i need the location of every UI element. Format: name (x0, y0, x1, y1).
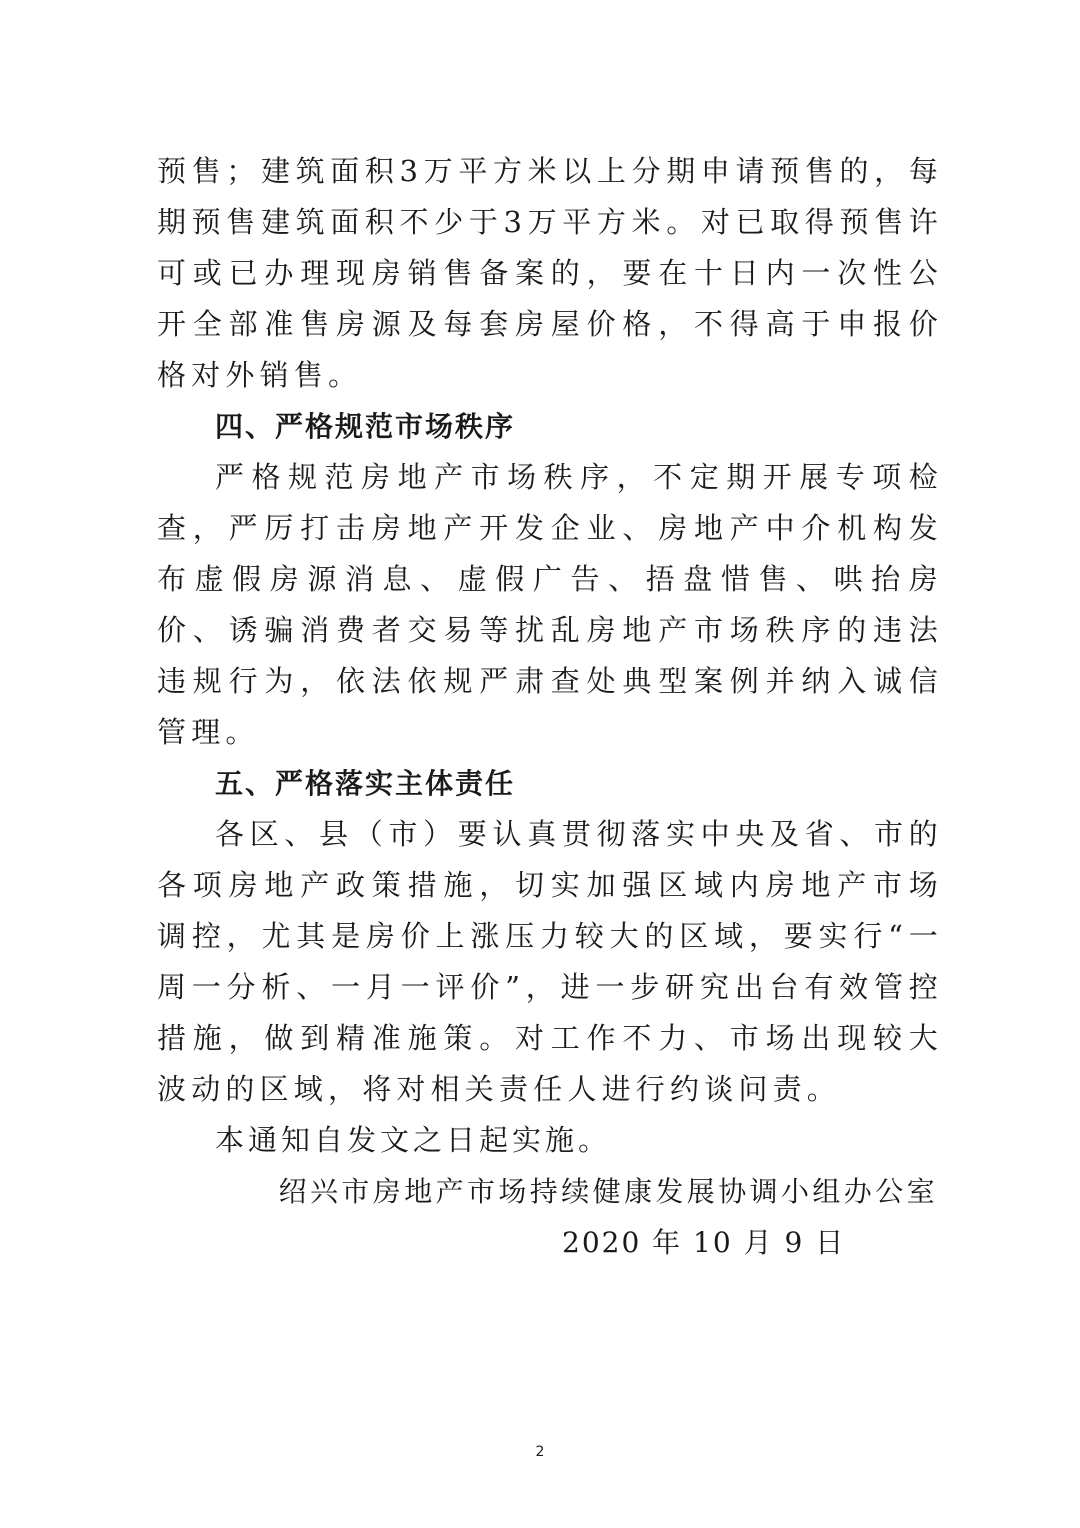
document-body (157, 146, 943, 1166)
section-heading-5: 五、严格落实主体责任 (215, 767, 516, 800)
paragraph-presale: 预售；建筑面积3万平方米以上分期申请预售的，每期预售建筑面积不少于3万平方米。对已取得预售许可或已办理现房销售备案的，要在十日内一次性公开全部准售房源及每套房屋价格，不得高于申报价格对外销售。 (157, 154, 943, 392)
section-heading-4: 四、严格规范市场秩序 (215, 410, 516, 443)
closing-statement: 本通知自发文之日起实施。 (215, 1123, 612, 1157)
signature-date: 2020 年 10 月 9 日 (562, 1226, 846, 1259)
signature-organization: 绍兴市房地产市场持续健康发展协调小组办公室 (278, 1175, 938, 1208)
page-number: 2 (535, 1444, 545, 1460)
paragraph-market-order: 严格规范房地产市场秩序，不定期开展专项检查，严厉打击房地产开发企业、房地产中介机构发布虚假房源消息、虚假广告、捂盘惜售、哄抬房价、诱骗消费者交易等扰乱房地产市场秩序的违法违规行为，依法依规严肃查处典型案例并纳入诚信管理。 (157, 460, 943, 749)
paragraph-responsibility: 各区、县（市）要认真贯彻落实中央及省、市的各项房地产政策措施，切实加强区域内房地产市场调控，尤其是房价上涨压力较大的区域，要实行“一周一分析、一月一评价”，进一步研究出台有效管控措施，做到精准施策。对工作不力、市场出现较大波动的区域，将对相关责任人进行约谈问责。 (157, 817, 943, 1106)
